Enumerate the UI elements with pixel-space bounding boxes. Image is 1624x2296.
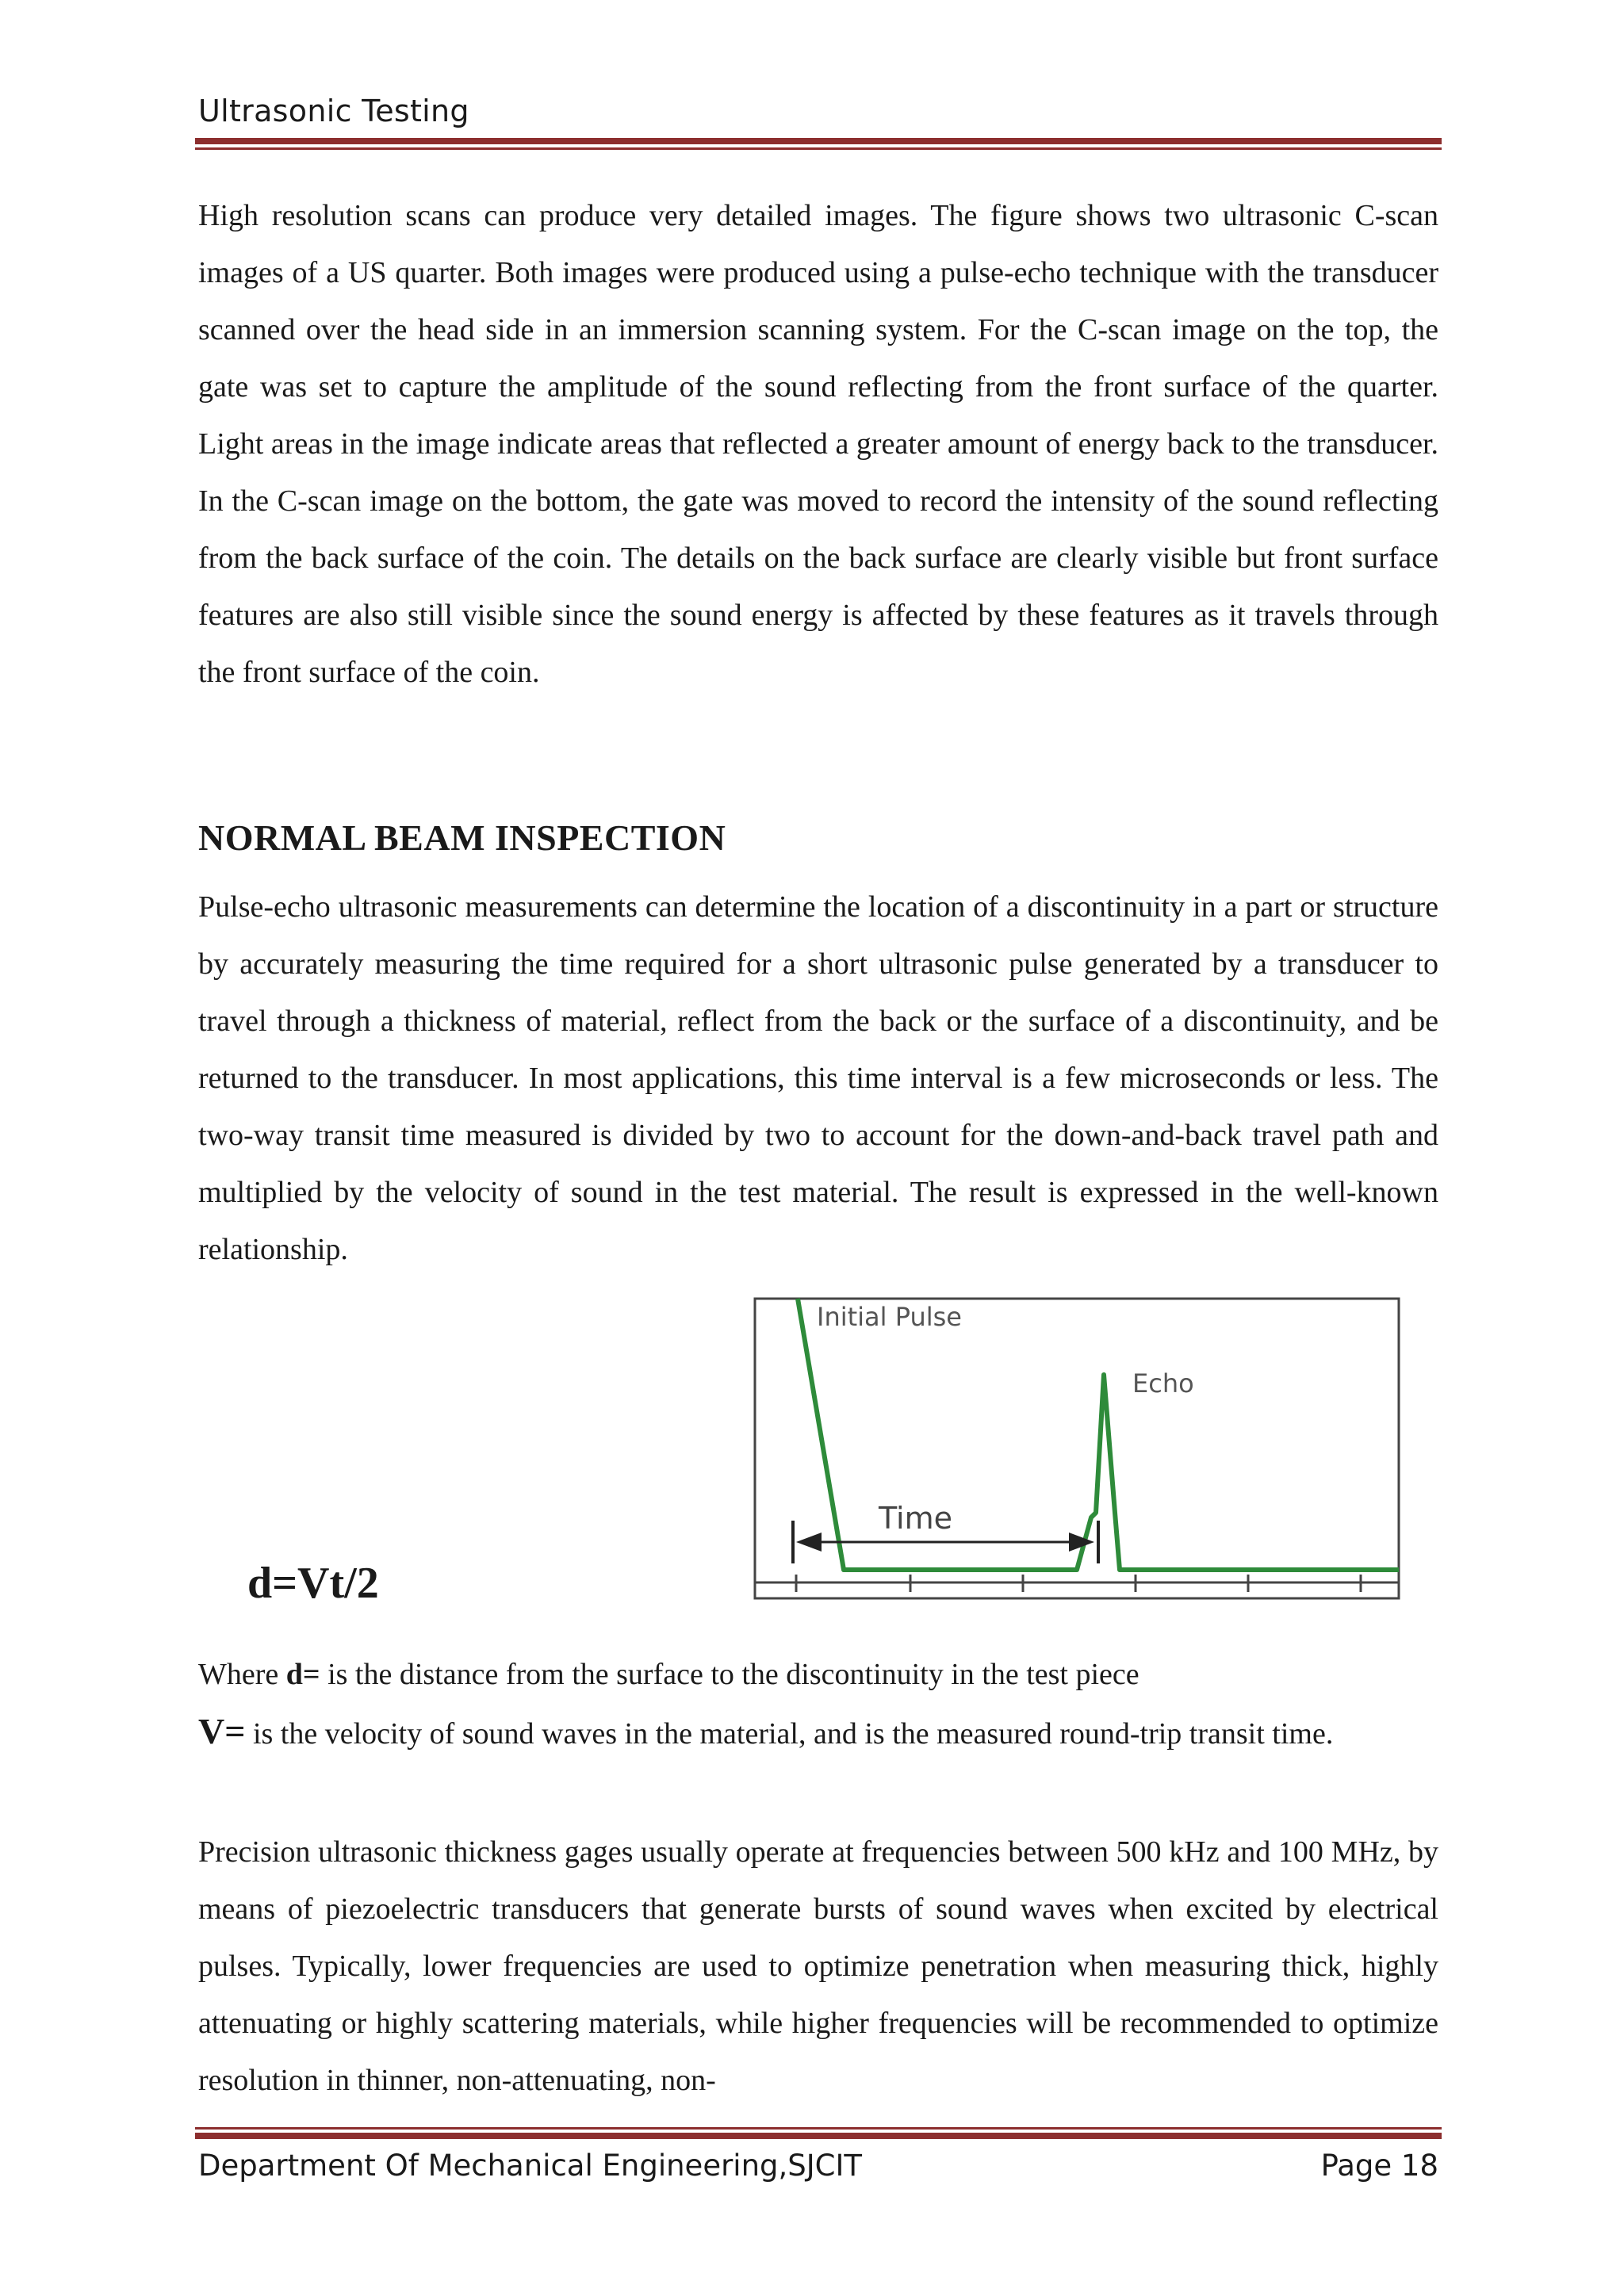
figure-frame	[755, 1299, 1399, 1598]
formula: d=Vt/2	[247, 1559, 379, 1608]
definition-d	[198, 1646, 1139, 1703]
definition-d-symbol: d=	[285, 1658, 320, 1691]
page-footer	[198, 2149, 1438, 2183]
footer-divider	[195, 2127, 1442, 2139]
footer-department: Department Of Mechanical Engineering,SJCIT	[198, 2149, 863, 2183]
footer-page-number: Page 18	[1320, 2149, 1438, 2183]
label-echo: Echo	[1132, 1368, 1194, 1399]
header-divider	[195, 138, 1442, 150]
label-initial-pulse: Initial Pulse	[817, 1302, 962, 1332]
section-heading: NORMAL BEAM INSPECTION	[198, 817, 726, 858]
paragraph-pulse-echo: Pulse-echo ultrasonic measurements can determine the location of a discontinuity in a part or structure by accurately measuring the time required for a short ultrasonic pulse generated by a transducer to travel through a thickness of material, reflect from the back or the surface of a discontinuity, and be returned to the transducer. In most applications, this time interval is a few microseconds or less. The two-way transit time measured is divided by two to account for the down-and-back travel path and multiplied by the velocity of sound in the test material. The result is expressed in the well-known relationship.	[198, 890, 1438, 1266]
definition-v-text: is the velocity of sound waves in the material, and is the measured round-trip transit time.	[245, 1717, 1334, 1751]
definition-v-symbol: V=	[198, 1711, 246, 1751]
label-time: Time	[879, 1501, 952, 1536]
pulse-echo-figure	[745, 1291, 1408, 1609]
definition-d-text: is the distance from the surface to the discontinuity in the test piece	[320, 1658, 1139, 1691]
definition-v	[198, 1703, 1438, 1762]
page-header-title: Ultrasonic Testing	[198, 94, 469, 128]
definition-d-prefix: Where	[198, 1658, 286, 1691]
paragraph-c-scan: High resolution scans can produce very detailed images. The figure shows two ultrasonic C-scan images of a US quarter. Both images were produced using a pulse-echo technique with the transducer scanned over the head side in an immersion scanning system. For the C-scan image on the top, the gate was set to capture the amplitude of the sound reflecting from the front surface of the quarter. Light areas in the image indicate areas that reflected a greater amount of energy back to the transducer. In the C-scan image on the bottom, the gate was moved to record the intensity of the sound reflecting from the back surface of the coin. The details on the back surface are clearly visible but front surface features are also still visible since the sound energy is affected by these features as it travels through the front surface of the coin.	[198, 199, 1438, 689]
paragraph-thickness-gages: Precision ultrasonic thickness gages usually operate at frequencies between 500 kHz and 100 MHz, by means of piezoelectric transducers that generate bursts of sound waves when excited by electrical pulses. Typically, lower frequencies are used to optimize penetration when measuring thick, highly attenuating or highly scattering materials, while higher frequencies will be recommended to optimize resolution in thinner, non-attenuating, non-	[198, 1835, 1438, 2097]
